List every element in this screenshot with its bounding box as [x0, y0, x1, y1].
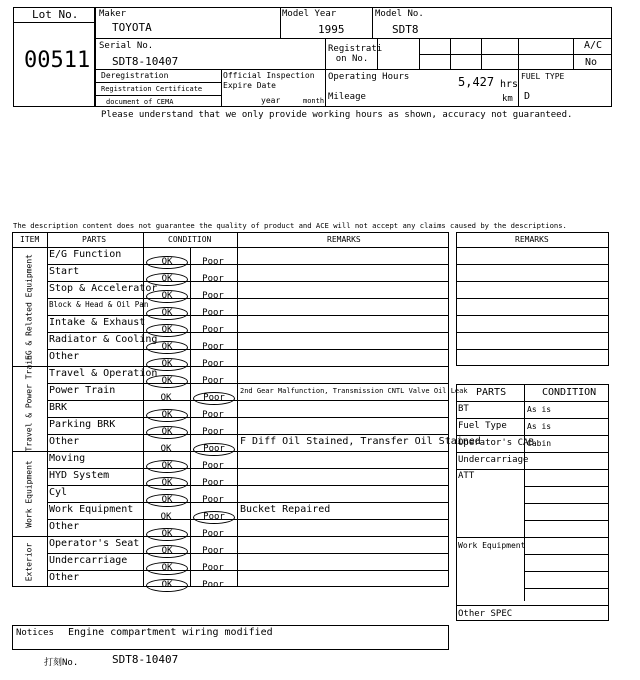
notices-box [12, 625, 449, 650]
condition-ok[interactable]: OK [146, 528, 188, 541]
condition-poor[interactable]: Poor [202, 563, 224, 573]
condition-ok[interactable]: OK [146, 409, 188, 422]
group-label: Exterior [24, 542, 34, 581]
table-row-part: Other [49, 572, 80, 583]
col-remarks: REMARKS [327, 235, 361, 244]
condition-poor[interactable]: Poor [202, 546, 224, 556]
condition-ok[interactable]: OK [160, 444, 172, 454]
condition-poor[interactable]: Poor [202, 291, 224, 301]
table-row-part: Cyl [49, 487, 68, 498]
model-no-value: SDT8 [392, 23, 419, 36]
condition-poor[interactable]: Poor [202, 359, 224, 369]
condition-ok[interactable]: OK [146, 426, 188, 439]
condition-poor[interactable]: Poor [202, 461, 224, 471]
lot-box [13, 7, 95, 107]
fuel-type-value: D [524, 91, 531, 102]
maker-value: TOYOTA [112, 21, 152, 34]
document-cema-label: document of CEMA [106, 98, 174, 106]
right-part-name: BT [458, 404, 469, 414]
condition-ok[interactable]: OK [146, 579, 188, 592]
right-condition-header: CONDITION [542, 387, 597, 398]
condition-ok[interactable]: OK [146, 545, 188, 558]
col-item: ITEM [20, 235, 40, 244]
table-row-remark: Bucket Repaired [240, 504, 331, 515]
table-row-part: Block & Head & Oil Pan [49, 300, 149, 309]
registration-label: Registrati on No. [328, 44, 383, 64]
right-other-spec: Other SPEC [458, 609, 513, 619]
table-row-part: Stop & Accelerator [49, 283, 158, 294]
hours-value: 5,427 [458, 75, 495, 89]
year-label: year [261, 96, 281, 105]
group-label: Travel & Power Train [24, 354, 34, 451]
table-row-part: Other [49, 521, 80, 532]
table-row-part: BRK [49, 402, 68, 413]
condition-poor[interactable]: Poor [202, 478, 224, 488]
registration-certificate-label: Registration Certificate [101, 85, 203, 93]
condition-ok[interactable]: OK [146, 307, 188, 320]
table-row-part: E/G Function [49, 249, 122, 260]
condition-poor[interactable]: Poor [193, 443, 235, 456]
condition-poor[interactable]: Poor [193, 511, 235, 524]
table-row-part: Intake & Exhaust [49, 317, 146, 328]
disclaimer: The description content does not guarantee the quality of product and ACE will not accept any claims caused by the descriptions. [13, 221, 567, 230]
condition-poor[interactable]: Poor [202, 257, 224, 267]
maker-label: Maker [99, 9, 127, 19]
condition-poor[interactable]: Poor [202, 427, 224, 437]
ac-label: A/C [584, 40, 603, 51]
right-parts-header: PARTS [476, 387, 507, 398]
condition-poor[interactable]: Poor [193, 392, 235, 405]
condition-ok[interactable]: OK [146, 562, 188, 575]
table-row-part: Parking BRK [49, 419, 116, 430]
model-no-label: Model No. [375, 9, 424, 19]
condition-poor[interactable]: Poor [202, 342, 224, 352]
condition-ok[interactable]: OK [146, 324, 188, 337]
table-row-part: Radiator & Cooling [49, 334, 158, 345]
lot-label: Lot No. [32, 8, 79, 21]
ac-value: No [585, 57, 598, 68]
expire-date-label: Expire Date [223, 81, 276, 90]
table-row-part: Other [49, 351, 80, 362]
condition-ok[interactable]: OK [146, 375, 188, 388]
condition-poor[interactable]: Poor [202, 325, 224, 335]
header-grid [95, 7, 612, 107]
lot-number: 00511 [24, 48, 91, 73]
table-row-part: Other [49, 436, 80, 447]
serial-label: Serial No. [99, 41, 154, 51]
condition-poor[interactable]: Poor [202, 376, 224, 386]
condition-ok[interactable]: OK [160, 512, 172, 522]
right-undercarriage: Undercarriage [458, 455, 529, 465]
hours-note: Please understand that we only provide working hours as shown, accuracy not guaranteed. [101, 110, 573, 120]
table-row-part: Operator's Seat [49, 538, 140, 549]
condition-ok[interactable]: OK [146, 477, 188, 490]
col-condition: CONDITION [168, 235, 212, 244]
fuel-type-label: FUEL TYPE [521, 72, 565, 81]
notices-label: Notices [16, 628, 54, 638]
condition-poor[interactable]: Poor [202, 495, 224, 505]
condition-ok[interactable]: OK [146, 256, 188, 269]
official-inspection-label: Official Inspection [223, 71, 315, 80]
condition-poor[interactable]: Poor [202, 410, 224, 420]
condition-poor[interactable]: Poor [202, 308, 224, 318]
table-row-remark: 2nd Gear Malfunction, Transmission CNTL Valve Oil Leak [240, 387, 468, 395]
right-att: ATT [458, 471, 475, 481]
right-part-name: Operator's CAB [458, 438, 534, 448]
model-year-label: Model Year [282, 9, 337, 19]
km-unit: km [502, 94, 513, 104]
group-label: Work Equipment [24, 459, 34, 528]
right-remarks-header: REMARKS [515, 235, 549, 244]
condition-ok[interactable]: OK [146, 494, 188, 507]
condition-poor[interactable]: Poor [202, 529, 224, 539]
table-row-part: Start [49, 266, 80, 277]
right-part-condition: As is [527, 422, 552, 431]
col-parts: PARTS [82, 235, 107, 244]
mileage-label: Mileage [328, 92, 366, 102]
table-row-part: Work Equipment [49, 504, 134, 515]
condition-ok[interactable]: OK [160, 393, 172, 403]
table-row-part: Travel & Operation [49, 368, 158, 379]
notices-text: Engine compartment wiring modified [68, 627, 273, 638]
condition-poor[interactable]: Poor [202, 580, 224, 590]
serial-value: SDT8-10407 [112, 55, 179, 68]
table-row-part: Power Train [49, 385, 116, 396]
stamp-value: SDT8-10407 [112, 653, 179, 666]
table-row-part: HYD System [49, 470, 110, 481]
right-part-condition: Cabin [527, 439, 552, 448]
right-part-condition: As is [527, 405, 552, 414]
table-row-part: Moving [49, 453, 86, 464]
condition-ok[interactable]: OK [146, 290, 188, 303]
right-part-name: Fuel Type [458, 421, 507, 431]
group-label: EG & Related Equipment [24, 253, 34, 360]
right-work-equipment: Work Equipment [458, 541, 526, 550]
table-row-part: Undercarriage [49, 555, 128, 566]
operating-hours-label: Operating Hours [328, 72, 410, 82]
condition-ok[interactable]: OK [146, 273, 188, 286]
condition-poor[interactable]: Poor [202, 274, 224, 284]
table-row-remark: F Diff Oil Stained, Transfer Oil Stained [240, 436, 481, 447]
condition-ok[interactable]: OK [146, 341, 188, 354]
month-label: month [303, 97, 325, 105]
condition-ok[interactable]: OK [146, 358, 188, 371]
condition-ok[interactable]: OK [146, 460, 188, 473]
hrs-unit: hrs [500, 79, 519, 90]
stamp-label: 打刻No. [44, 658, 79, 668]
deregistration-label: Deregistration [101, 71, 169, 80]
model-year-value: 1995 [318, 23, 345, 36]
